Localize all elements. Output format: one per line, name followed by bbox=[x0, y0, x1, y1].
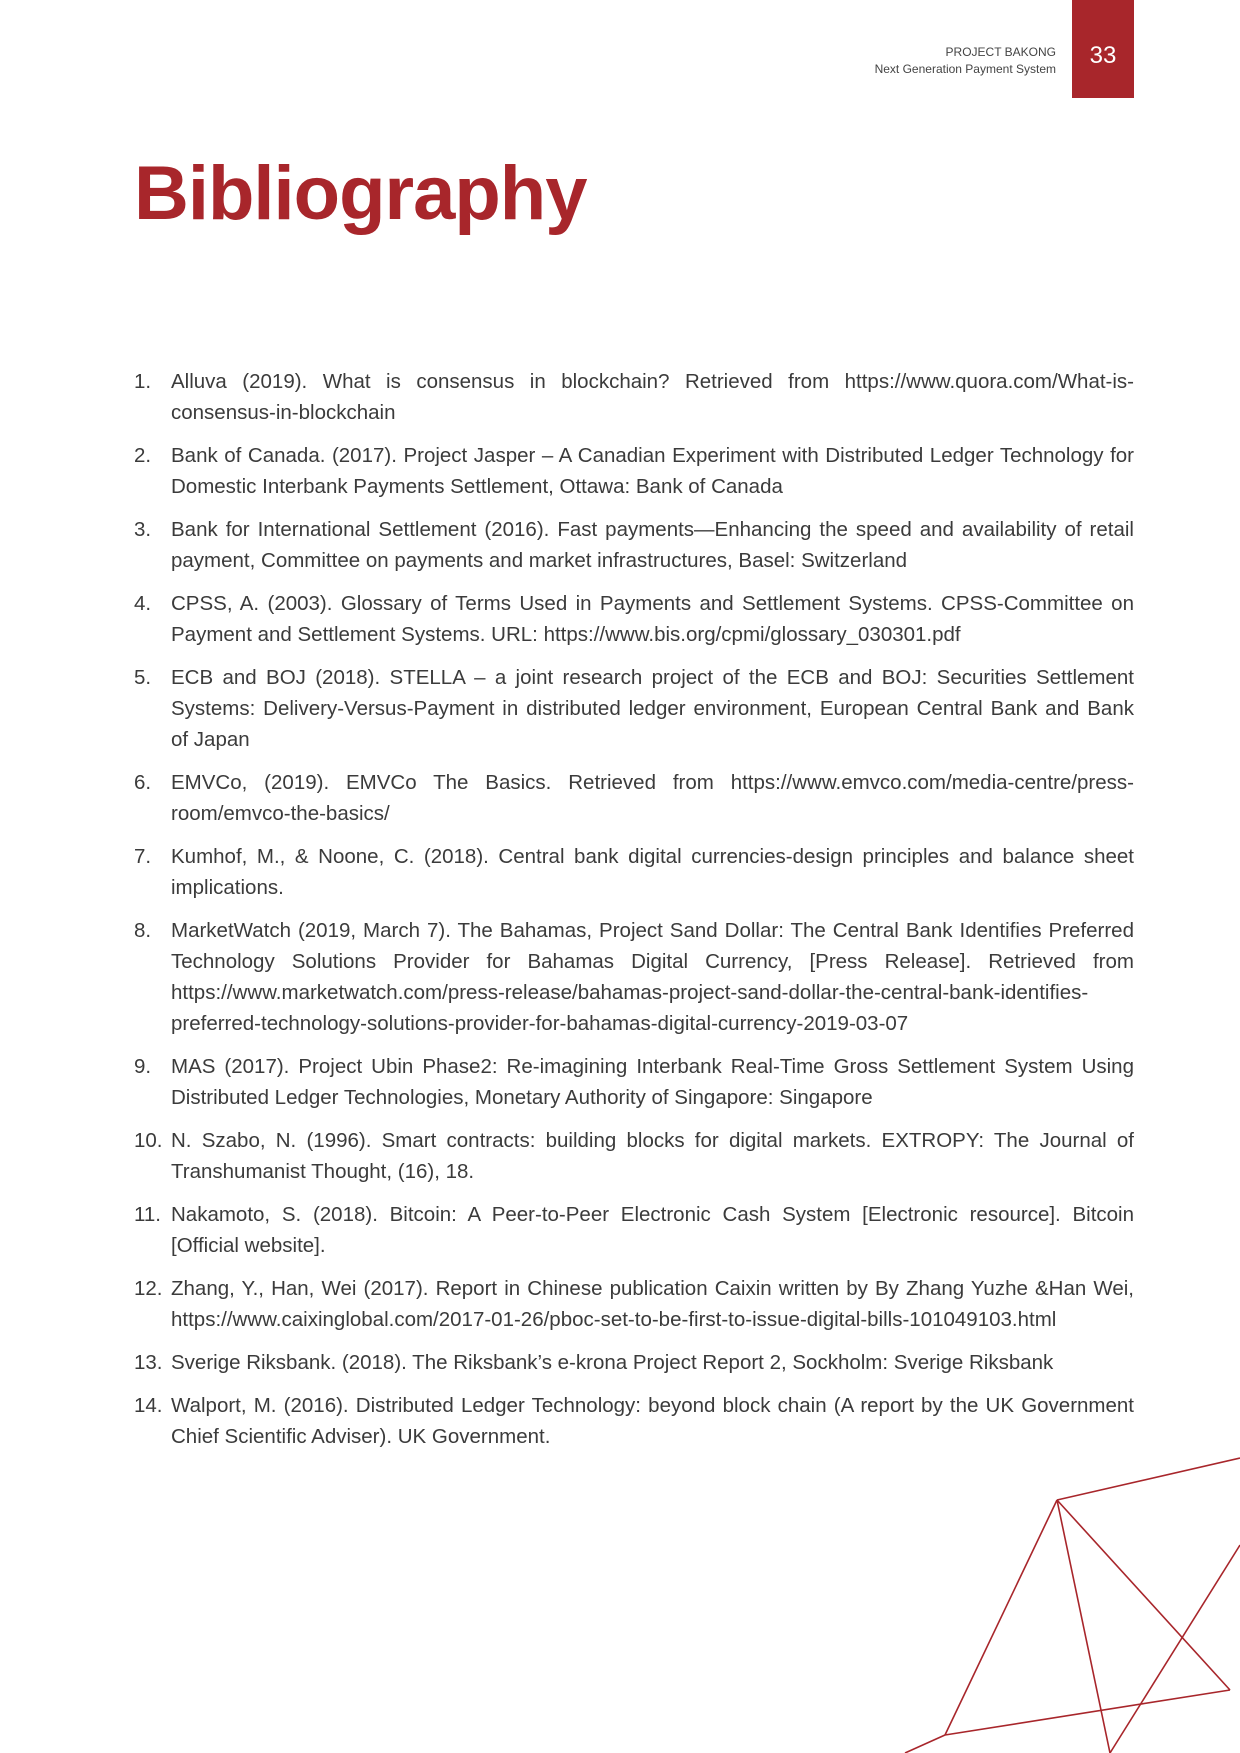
reference-number: 4. bbox=[134, 592, 152, 615]
reference-text: EMVCo, (2019). EMVCo The Basics. Retrieved from https://www.emvco.com/media-centre/press-room/emvco-the-basics/ bbox=[171, 771, 1134, 825]
running-header bbox=[875, 44, 1056, 78]
reference-text: Alluva (2019). What is consensus in blockchain? Retrieved from https://www.quora.com/What-is-consensus-in-blockchain bbox=[171, 370, 1134, 424]
reference-text: Bank for International Settlement (2016). Fast payments—Enhancing the speed and availability of retail payment, Committee on payments and market infrastructures, Basel: Switzerland bbox=[171, 518, 1134, 572]
reference-item bbox=[134, 1347, 1134, 1378]
reference-item bbox=[134, 1125, 1134, 1187]
reference-number: 10. bbox=[134, 1129, 163, 1152]
reference-text: Nakamoto, S. (2018). Bitcoin: A Peer-to-Peer Electronic Cash System [Electronic resource]. Bitcoin [Official website]. bbox=[171, 1203, 1134, 1257]
reference-number: 6. bbox=[134, 771, 152, 794]
reference-number: 14. bbox=[134, 1394, 163, 1417]
reference-text: Sverige Riksbank. (2018). The Riksbank’s e-krona Project Report 2, Sockholm: Sverige Riksbank bbox=[171, 1351, 1054, 1374]
reference-number: 3. bbox=[134, 518, 152, 541]
reference-item bbox=[134, 366, 1134, 428]
reference-item bbox=[134, 767, 1134, 829]
header-line-1: PROJECT BAKONG bbox=[945, 45, 1056, 59]
reference-item bbox=[134, 514, 1134, 576]
reference-text: MarketWatch (2019, March 7). The Bahamas, Project Sand Dollar: The Central Bank Identifies Preferred Technology Solutions Provider for Bahamas Digital Currency, [Press Release]. Retrieved from https://www.marketwatch.com/press-release/bahamas-project-sand-dollar-the-central-bank-identifies-preferred-technology-solutions-provider-for-bahamas-digital-currency-2019-03-07 bbox=[171, 919, 1134, 1035]
reference-number: 11. bbox=[134, 1203, 161, 1226]
reference-item bbox=[134, 440, 1134, 502]
reference-item bbox=[134, 662, 1134, 755]
reference-number: 1. bbox=[134, 370, 152, 393]
reference-item bbox=[134, 1390, 1134, 1452]
reference-item bbox=[134, 1051, 1134, 1113]
reference-text: Bank of Canada. (2017). Project Jasper – A Canadian Experiment with Distributed Ledger Technology for Domestic Interbank Payments Settlement, Ottawa: Bank of Canada bbox=[171, 444, 1134, 498]
reference-number: 5. bbox=[134, 666, 152, 689]
reference-number: 12. bbox=[134, 1277, 163, 1300]
reference-text: Kumhof, M., & Noone, C. (2018). Central bank digital currencies-design principles and balance sheet implications. bbox=[171, 845, 1134, 899]
reference-item bbox=[134, 915, 1134, 1039]
reference-number: 9. bbox=[134, 1055, 152, 1078]
reference-number: 13. bbox=[134, 1351, 163, 1374]
reference-text: MAS (2017). Project Ubin Phase2: Re-imagining Interbank Real-Time Gross Settlement System Using Distributed Ledger Technologies, Monetary Authority of Singapore: Singapore bbox=[171, 1055, 1134, 1109]
reference-text: Zhang, Y., Han, Wei (2017). Report in Chinese publication Caixin written by By Zhang Yuzhe &Han Wei, https://www.caixinglobal.com/2017-01-26/pboc-set-to-be-first-to-issue-digital-bills-101049103.html bbox=[171, 1277, 1134, 1331]
reference-number: 8. bbox=[134, 919, 152, 942]
header-line-2: Next Generation Payment System bbox=[874, 62, 1056, 76]
reference-item bbox=[134, 588, 1134, 650]
reference-number: 7. bbox=[134, 845, 152, 868]
reference-text: CPSS, A. (2003). Glossary of Terms Used in Payments and Settlement Systems. CPSS-Committee on Payment and Settlement Systems. URL: https://www.bis.org/cpmi/glossary_030301.pdf bbox=[171, 592, 1134, 646]
reference-item bbox=[134, 841, 1134, 903]
page-header bbox=[875, 0, 1134, 98]
reference-text: ECB and BOJ (2018). STELLA – a joint research project of the ECB and BOJ: Securities Settlement Systems: Delivery-Versus-Payment in distributed ledger environment, European Central Bank and Bank of Japan bbox=[171, 666, 1134, 751]
reference-text: N. Szabo, N. (1996). Smart contracts: building blocks for digital markets. EXTROPY: The Journal of Transhumanist Thought, (16), 18. bbox=[171, 1129, 1134, 1183]
reference-number: 2. bbox=[134, 444, 152, 467]
reference-item bbox=[134, 1199, 1134, 1261]
page-title: Bibliography bbox=[134, 151, 587, 236]
reference-item bbox=[134, 1273, 1134, 1335]
bibliography-list bbox=[134, 366, 1134, 1464]
reference-text: Walport, M. (2016). Distributed Ledger Technology: beyond block chain (A report by the UK Government Chief Scientific Adviser). UK Government. bbox=[171, 1394, 1134, 1448]
page-number: 33 bbox=[1072, 0, 1134, 98]
